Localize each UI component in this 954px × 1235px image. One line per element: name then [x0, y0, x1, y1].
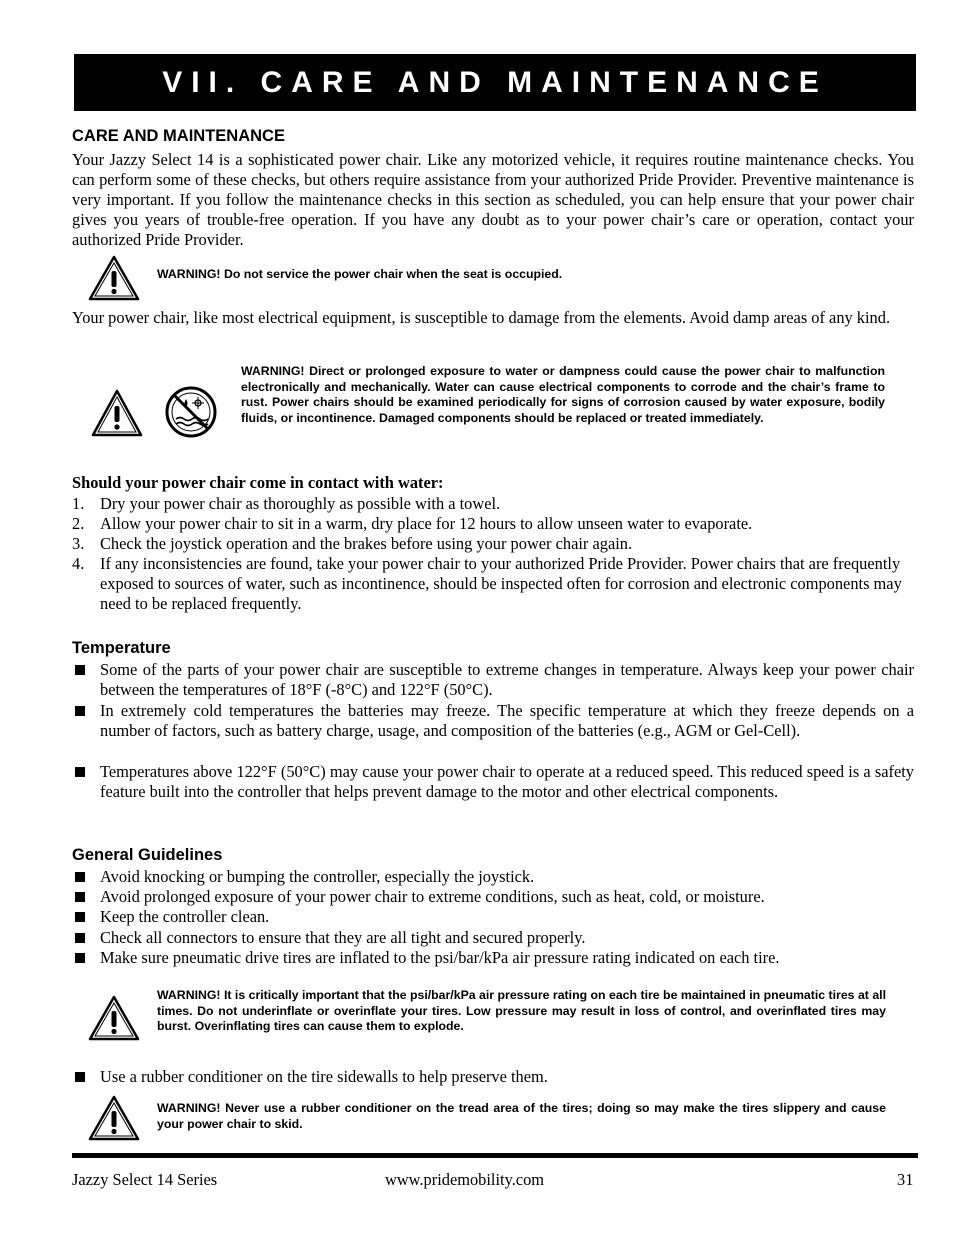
no-water-exposure-icon [164, 385, 218, 439]
list-item: In extremely cold temperatures the batteries may freeze. The specific temperature at which they freeze depends on a number of factors, such as battery charge, usage, and composition of the batteries (e.g., AGM or Gel-Cell). [72, 701, 914, 761]
list-item: Some of the parts of your power chair are susceptible to extreme changes in temperature. Always keep your power chair between the temperatures of 18°F (-8°C) and 122°F (50°C). [72, 660, 914, 700]
bullet-square-icon [75, 665, 85, 675]
bullet-square-icon [75, 767, 85, 777]
footer-rule [72, 1153, 918, 1158]
section-heading-temperature: Temperature [72, 639, 171, 657]
footer-product-name: Jazzy Select 14 Series [72, 1170, 218, 1189]
chapter-banner [74, 54, 916, 111]
list-item: Keep the controller clean. [72, 907, 914, 927]
bullet-square-icon [75, 872, 85, 882]
chapter-title: VII. CARE AND MAINTENANCE [162, 65, 828, 99]
list-item: 1. Dry your power chair as thoroughly as possible with a towel. [72, 494, 501, 513]
warning-seat-text: WARNING! Do not service the power chair when the seat is occupied. [157, 267, 563, 281]
list-item: 3. Check the joystick operation and the brakes before using your power chair again. [72, 534, 633, 553]
bullet-square-icon [75, 912, 85, 922]
section-heading-general: General Guidelines [72, 846, 223, 864]
warning-triangle-icon [87, 254, 141, 302]
warning-triangle-icon [90, 388, 144, 438]
bullet-square-icon [75, 953, 85, 963]
list-item: Temperatures above 122°F (50°C) may cause your power chair to operate at a reduced speed. This reduced speed is a safety feature built into the controller that helps prevent damage to the motor and other electrical components. [72, 762, 914, 822]
bullet-square-icon [75, 933, 85, 943]
care-intro-paragraph: Your Jazzy Select 14 is a sophisticated power chair. Like any motorized vehicle, it requires routine maintenance checks. You can perform some of these checks, but others require assistance from your authorized Pride Provider. Preventive maintenance is very important. If you follow the maintenance checks in this section as scheduled, you can help ensure that your power chair gives you years of trouble-free operation. If you have any doubt as to your power chair’s care or operation, contact your authorized Pride Provider. [72, 150, 914, 249]
list-item: Avoid prolonged exposure of your power chair to extreme conditions, such as heat, cold, or moisture. [72, 887, 914, 907]
list-item: 2. Allow your power chair to sit in a warm, dry place for 12 hours to allow unseen water to evaporate. [72, 514, 753, 533]
water-contact-heading: Should your power chair come in contact with water: [72, 473, 444, 492]
footer-website-link[interactable]: www.pridemobility.com [385, 1170, 545, 1189]
warning-water-text: WARNING! Direct or prolonged exposure to water or dampness could cause the power chair to malfunction electronically and mechanically. Water can cause electrical components to corrode and the chair’s frame to rust. Power chairs should be examined periodically for signs of corrosion caused by water exposure, bodily fluids, or incontinence. Damaged components should be replaced or treated immediately. [241, 364, 885, 425]
warning-tires-text: WARNING! It is critically important that the psi/bar/kPa air pressure rating on each tire be maintained in pneumatic tires at all times. Do not underinflate or overinflate your tires. Low pressure may result in loss of control, and overinflated tires may burst. Overinflating tires can cause them to explode. [157, 988, 886, 1034]
list-item: Check all connectors to ensure that they are all tight and secured properly. [72, 928, 914, 948]
list-item: 4. If any inconsistencies are found, take your power chair to your authorized Pride Provider. Power chairs that are frequently exposed to sources of water, such as incontinence, should be inspected often for corrosion and electronic components may need to be replaced frequently. [72, 554, 902, 613]
footer-page-number: 31 [897, 1170, 914, 1189]
list-item: Avoid knocking or bumping the controller, especially the joystick. [72, 867, 914, 887]
warning-triangle-icon [87, 1094, 141, 1142]
list-item: Make sure pneumatic drive tires are inflated to the psi/bar/kPa air pressure rating indicated on each tire. [72, 948, 914, 968]
bullet-square-icon [75, 892, 85, 902]
elements-paragraph: Your power chair, like most electrical equipment, is susceptible to damage from the elements. Avoid damp areas of any kind. [72, 308, 891, 327]
bullet-square-icon [75, 1072, 85, 1082]
warning-triangle-icon [87, 994, 141, 1042]
section-heading-care: CARE AND MAINTENANCE [72, 127, 285, 145]
bullet-square-icon [75, 706, 85, 716]
list-item: Use a rubber conditioner on the tire sidewalls to help preserve them. [72, 1067, 914, 1087]
warning-conditioner-text: WARNING! Never use a rubber conditioner on the tread area of the tires; doing so may make the tires slippery and cause your power chair to skid. [157, 1101, 886, 1131]
